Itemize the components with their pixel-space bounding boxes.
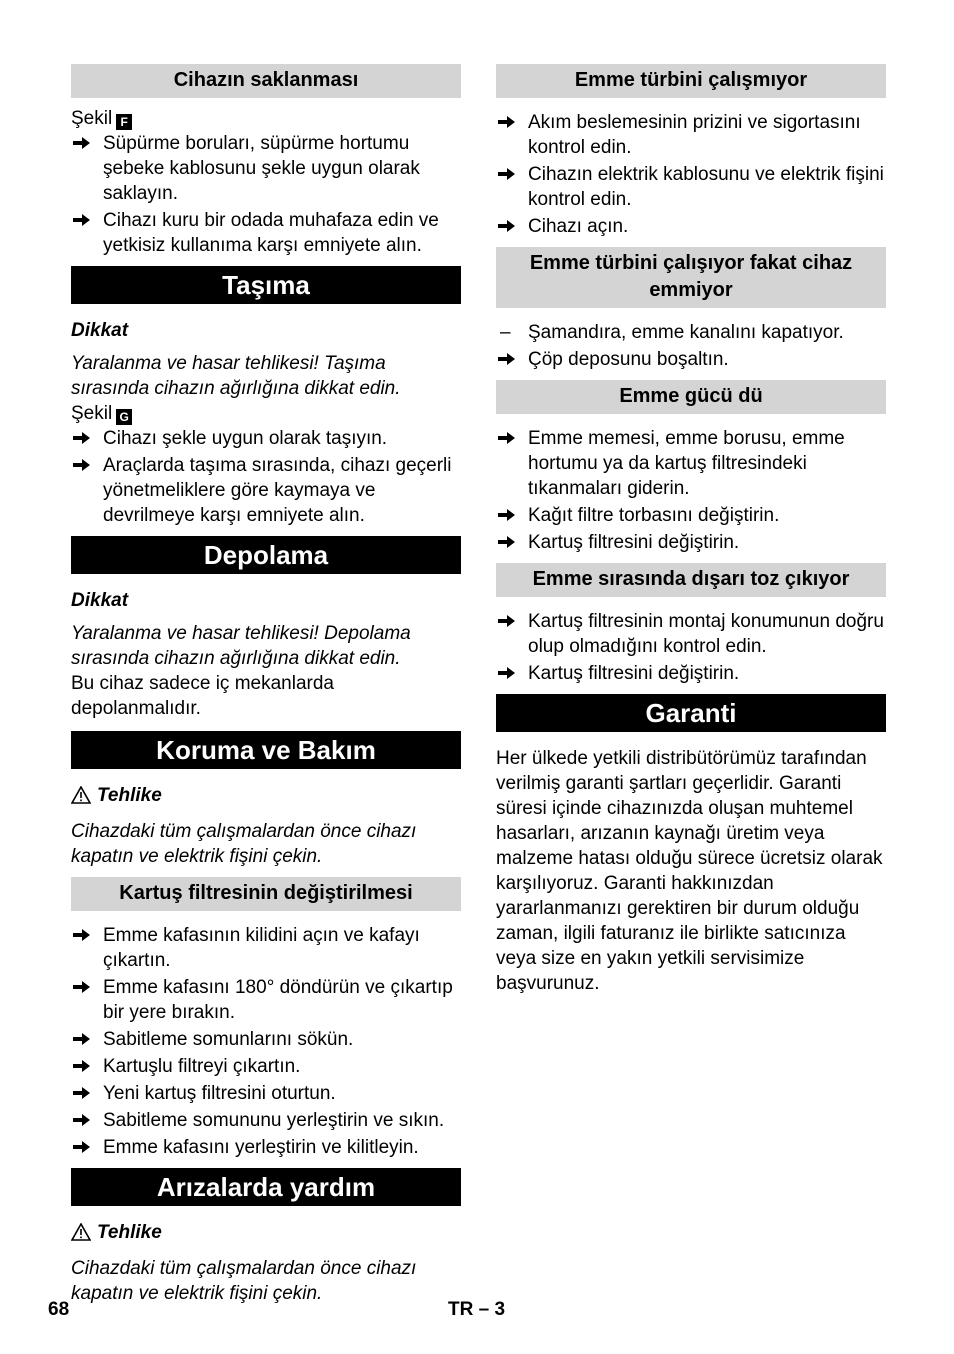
dash-bullet: – xyxy=(500,322,511,343)
heading-turbine-off: Emme türbini çalışmıyor xyxy=(496,64,886,98)
arrow-right-icon xyxy=(498,214,520,233)
list-item: Emme memesi, emme borusu, emme hortumu ya da kartuş filtresindeki tıkanmaları giderin. xyxy=(496,426,886,501)
heading-dust-out: Emme sırasında dışarı toz çıkıyor xyxy=(496,563,886,597)
danger-label-row xyxy=(71,1220,461,1248)
list-item: Emme kafasının kilidini açın ve kafayı çıkartın. xyxy=(71,923,461,973)
warranty-text: Her ülkede yetkili distribütörümüz tarafından verilmiş garanti şartları geçerlidir. Garanti süresi içinde cihazınızda oluşan muhtemel hasarları, arızanın kaynağı üretim veya malzeme hatası olduğu sürece ücretsiz olarak karşılıyoruz. Garanti hakkınızdan yararlanmanızı gerektiren bir durum olduğu zaman, ilgili faturanız ile birlikte satıcınıza veya size en yakın yetkili servisimize başvurunuz. xyxy=(496,748,883,994)
list-item: Cihazı kuru bir odada muhafaza edin ve yetkisiz kullanıma karşı emniyete alın. xyxy=(71,208,461,258)
list-item: Kartuşlu filtreyi çıkartın. xyxy=(71,1054,461,1079)
list-item: Kartuş filtresinin montaj konumunun doğru olup olmadığını kontrol edin. xyxy=(496,609,886,659)
arrow-right-icon xyxy=(73,453,95,472)
figure-letter-g: G xyxy=(116,409,132,425)
language-label: TR – 3 xyxy=(448,1299,506,1320)
list-item: Çöp deposunu boşaltın. xyxy=(496,347,886,372)
left-column xyxy=(71,64,461,1306)
list-item: Sabitleme somununu yerleştirin ve sıkın. xyxy=(71,1108,461,1133)
arrow-right-icon xyxy=(498,530,520,549)
list-item: Emme kafasını yerleştirin ve kilitleyin. xyxy=(71,1135,461,1160)
arrow-right-icon xyxy=(73,1108,95,1127)
list-item: Kartuş filtresini değiştirin. xyxy=(496,661,886,686)
heading-faults: Arızalarda yardım xyxy=(71,1168,461,1206)
arrow-right-icon xyxy=(498,609,520,628)
danger-label: Tehlike xyxy=(97,785,162,806)
heading-power-low: Emme gücü dü xyxy=(496,380,886,414)
figure-ref-g xyxy=(71,401,461,426)
cartridge-list xyxy=(71,923,461,1160)
list-item: Sabitleme somunlarını sökün. xyxy=(71,1027,461,1052)
arrow-right-icon xyxy=(498,503,520,522)
power-low-list xyxy=(496,426,886,555)
heading-depot: Depolama xyxy=(71,536,461,574)
caution-text: Yaralanma ve hasar tehlikesi! Taşıma sırasında cihazın ağırlığına dikkat edin. xyxy=(71,353,401,399)
arrow-right-icon xyxy=(498,347,520,366)
heading-storage: Cihazın saklanması xyxy=(71,64,461,98)
arrow-right-icon xyxy=(73,1081,95,1100)
arrow-right-icon xyxy=(73,1135,95,1154)
danger-text: Cihazdaki tüm çalışmalardan önce cihazı kapatın ve elektrik fişini çekin. xyxy=(71,821,417,867)
arrow-right-icon xyxy=(73,208,95,227)
right-column xyxy=(496,64,886,996)
caution-label: Dikkat xyxy=(71,590,129,611)
danger-label-row xyxy=(71,783,461,811)
list-item: Emme kafasını 180° döndürün ve çıkartıp bir yere bırakın. xyxy=(71,975,461,1025)
arrow-right-icon xyxy=(73,131,95,150)
list-item: Akım beslemesinin prizini ve sigortasını kontrol edin. xyxy=(496,110,886,160)
list-item: Cihazı açın. xyxy=(496,214,886,239)
figure-prefix: Şekil xyxy=(71,403,113,424)
list-item: Kartuş filtresini değiştirin. xyxy=(496,530,886,555)
arrow-right-icon xyxy=(73,1027,95,1046)
heading-no-suction: Emme türbini çalışıyor fakat cihaz emmiyor xyxy=(496,247,886,308)
arrow-right-icon xyxy=(73,1054,95,1073)
transport-list xyxy=(71,426,461,528)
figure-ref-f xyxy=(71,106,461,131)
no-suction-list xyxy=(496,320,886,372)
page-number: 68 xyxy=(48,1299,70,1320)
list-item: Yeni kartuş filtresini oturtun. xyxy=(71,1081,461,1106)
storage-list xyxy=(71,131,461,258)
arrow-right-icon xyxy=(73,923,95,942)
list-item: – Şamandıra, emme kanalını kapatıyor. xyxy=(500,322,844,343)
heading-warranty: Garanti xyxy=(496,694,886,732)
arrow-right-icon xyxy=(73,426,95,445)
depot-note: Bu cihaz sadece iç mekanlarda depolanmalıdır. xyxy=(71,673,334,719)
arrow-right-icon xyxy=(498,162,520,181)
arrow-right-icon xyxy=(498,110,520,129)
list-item: Cihazı şekle uygun olarak taşıyın. xyxy=(71,426,461,451)
arrow-right-icon xyxy=(73,975,95,994)
arrow-right-icon xyxy=(498,661,520,680)
arrow-right-icon xyxy=(498,426,520,445)
heading-care: Koruma ve Bakım xyxy=(71,731,461,769)
list-item: Cihazın elektrik kablosunu ve elektrik fişini kontrol edin. xyxy=(496,162,886,212)
figure-letter-f: F xyxy=(116,114,132,130)
warning-triangle-icon xyxy=(71,1223,91,1248)
danger-text: Cihazdaki tüm çalışmalardan önce cihazı kapatın ve elektrik fişini çekin. xyxy=(71,1258,417,1304)
turbine-off-list xyxy=(496,110,886,239)
list-item: Araçlarda taşıma sırasında, cihazı geçerli yönetmeliklere göre kaymaya ve devrilmeye karşı emniyete alın. xyxy=(71,453,461,528)
warning-triangle-icon xyxy=(71,786,91,811)
caution-label: Dikkat xyxy=(71,320,129,341)
figure-prefix: Şekil xyxy=(71,108,113,129)
list-item: Süpürme boruları, süpürme hortumu şebeke kablosunu şekle uygun olarak saklayın. xyxy=(71,131,461,206)
caution-text: Yaralanma ve hasar tehlikesi! Depolama sırasında cihazın ağırlığına dikkat edin. xyxy=(71,623,411,669)
dust-out-list xyxy=(496,609,886,686)
danger-label: Tehlike xyxy=(97,1222,162,1243)
heading-transport: Taşıma xyxy=(71,266,461,304)
heading-cartridge: Kartuş filtresinin değiştirilmesi xyxy=(71,877,461,911)
list-item: Kağıt filtre torbasını değiştirin. xyxy=(496,503,886,528)
